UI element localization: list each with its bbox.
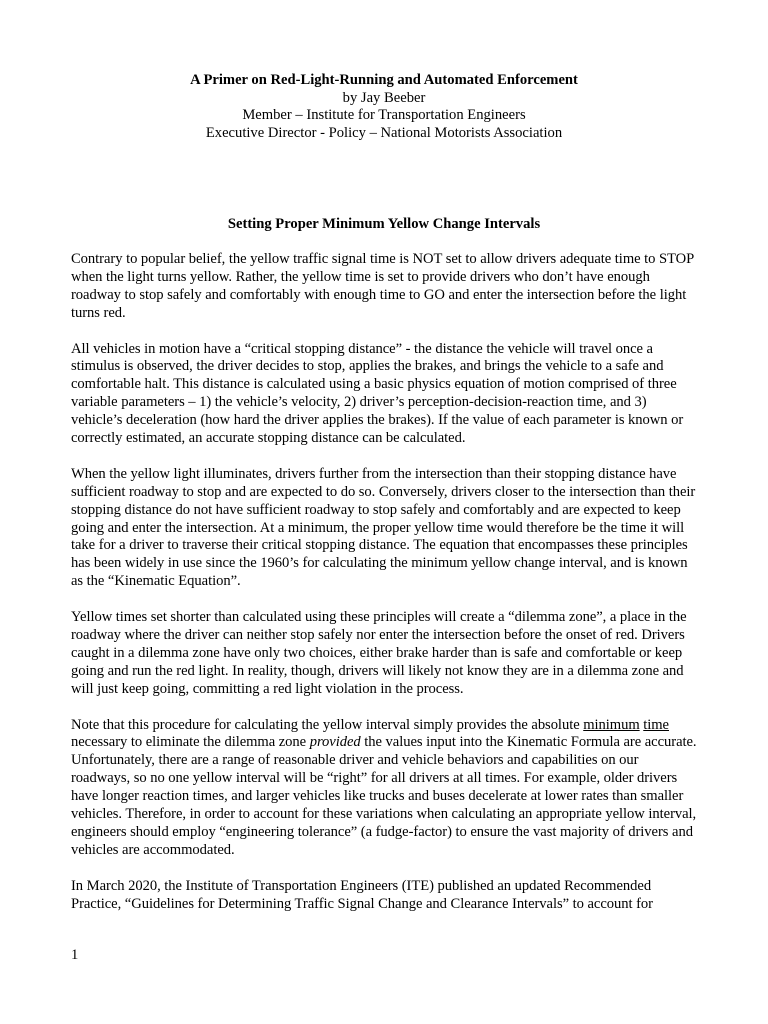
paragraph-5-text-3: the values input into the Kinematic Formula are accurate. Unfortunately, there are a range of reasonable driver and vehicle behaviors and capabilities on our roadways, so no one yellow interval will be “right” for all drivers at all times. For example, older drivers have longer reaction times, and larger vehicles like trucks and buses decelerate at lower rates than smaller vehicles. Therefore, in order to account for these variations when calculating an appropriate yellow interval, engineers should employ “engineering tolerance” (a fudge-factor) to ensure the vast majority of drivers and vehicles are accommodated. [71, 734, 697, 858]
section-heading: Setting Proper Minimum Yellow Change Intervals [227, 216, 541, 232]
paragraph-5 [71, 717, 697, 860]
body-text [71, 251, 697, 931]
affiliation-line-1: Member – Institute for Transportation Engineers [242, 107, 526, 124]
paragraph-3: When the yellow light illuminates, drivers further from the intersection than their stopping distance have sufficient roadway to stop and are expected to do so. Conversely, drivers closer to the intersection than their stopping distance do not have sufficient roadway to stop safely and comfortably and are expected to keep going and enter the intersection. At a minimum, the proper yellow time would therefore be the time it will take for a driver to traverse their critical stopping distance. The equation that encompasses these principles has been widely in use since the 1960’s for calculating the minimum yellow change interval, and is known as the “Kinematic Equation”. [71, 465, 696, 590]
paragraph-4: Yellow times set shorter than calculated using these principles will create a “dilemma zone”, a place in the roadway where the driver can neither stop safely nor enter the intersection before the onset of red. Drivers caught in a dilemma zone have only two choices, either brake harder than is safe and comfortable or keep going and run the red light. In reality, though, drivers will likely not know they are in a dilemma zone and will just keep going, committing a red light violation in the process. [71, 609, 687, 697]
page-number: 1 [71, 947, 79, 963]
paragraph-5-text-2: necessary to eliminate the dilemma zone [71, 734, 310, 751]
italic-provided: provided [309, 734, 361, 751]
document-header [0, 72, 768, 142]
underlined-minimum: minimum [583, 716, 640, 733]
document-title: A Primer on Red-Light-Running and Automated Enforcement [190, 72, 578, 88]
paragraph-1: Contrary to popular belief, the yellow traffic signal time is NOT set to allow drivers adequate time to STOP when the light turns yellow. Rather, the yellow time is set to provide drivers who don’t have enough roadway to stop safely and comfortably with enough time to GO and enter the intersection before the light turns red. [71, 251, 694, 321]
paragraph-5-text-1: Note that this procedure for calculating the yellow interval simply provides the absolute [71, 716, 584, 733]
underlined-time: time [643, 716, 669, 733]
author-line: by Jay Beeber [342, 89, 426, 106]
affiliation-line-2: Executive Director - Policy – National Motorists Association [205, 124, 563, 141]
paragraph-2: All vehicles in motion have a “critical stopping distance” - the distance the vehicle will travel once a stimulus is observed, the driver decides to stop, applies the brakes, and brings the vehicle to a safe and comfortable halt. This distance is calculated using a basic physics equation of motion comprised of three variable parameters – 1) the vehicle’s velocity, 2) driver’s perception-decision-reaction time, and 3) vehicle’s deceleration (how hard the driver applies the brakes). If the value of each parameter is known or correctly estimated, an accurate stopping distance can be calculated. [71, 340, 684, 447]
paragraph-6: In March 2020, the Institute of Transportation Engineers (ITE) published an updated Recommended Practice, “Guidelines for Determining Traffic Signal Change and Clearance Intervals” to account for [71, 877, 653, 912]
